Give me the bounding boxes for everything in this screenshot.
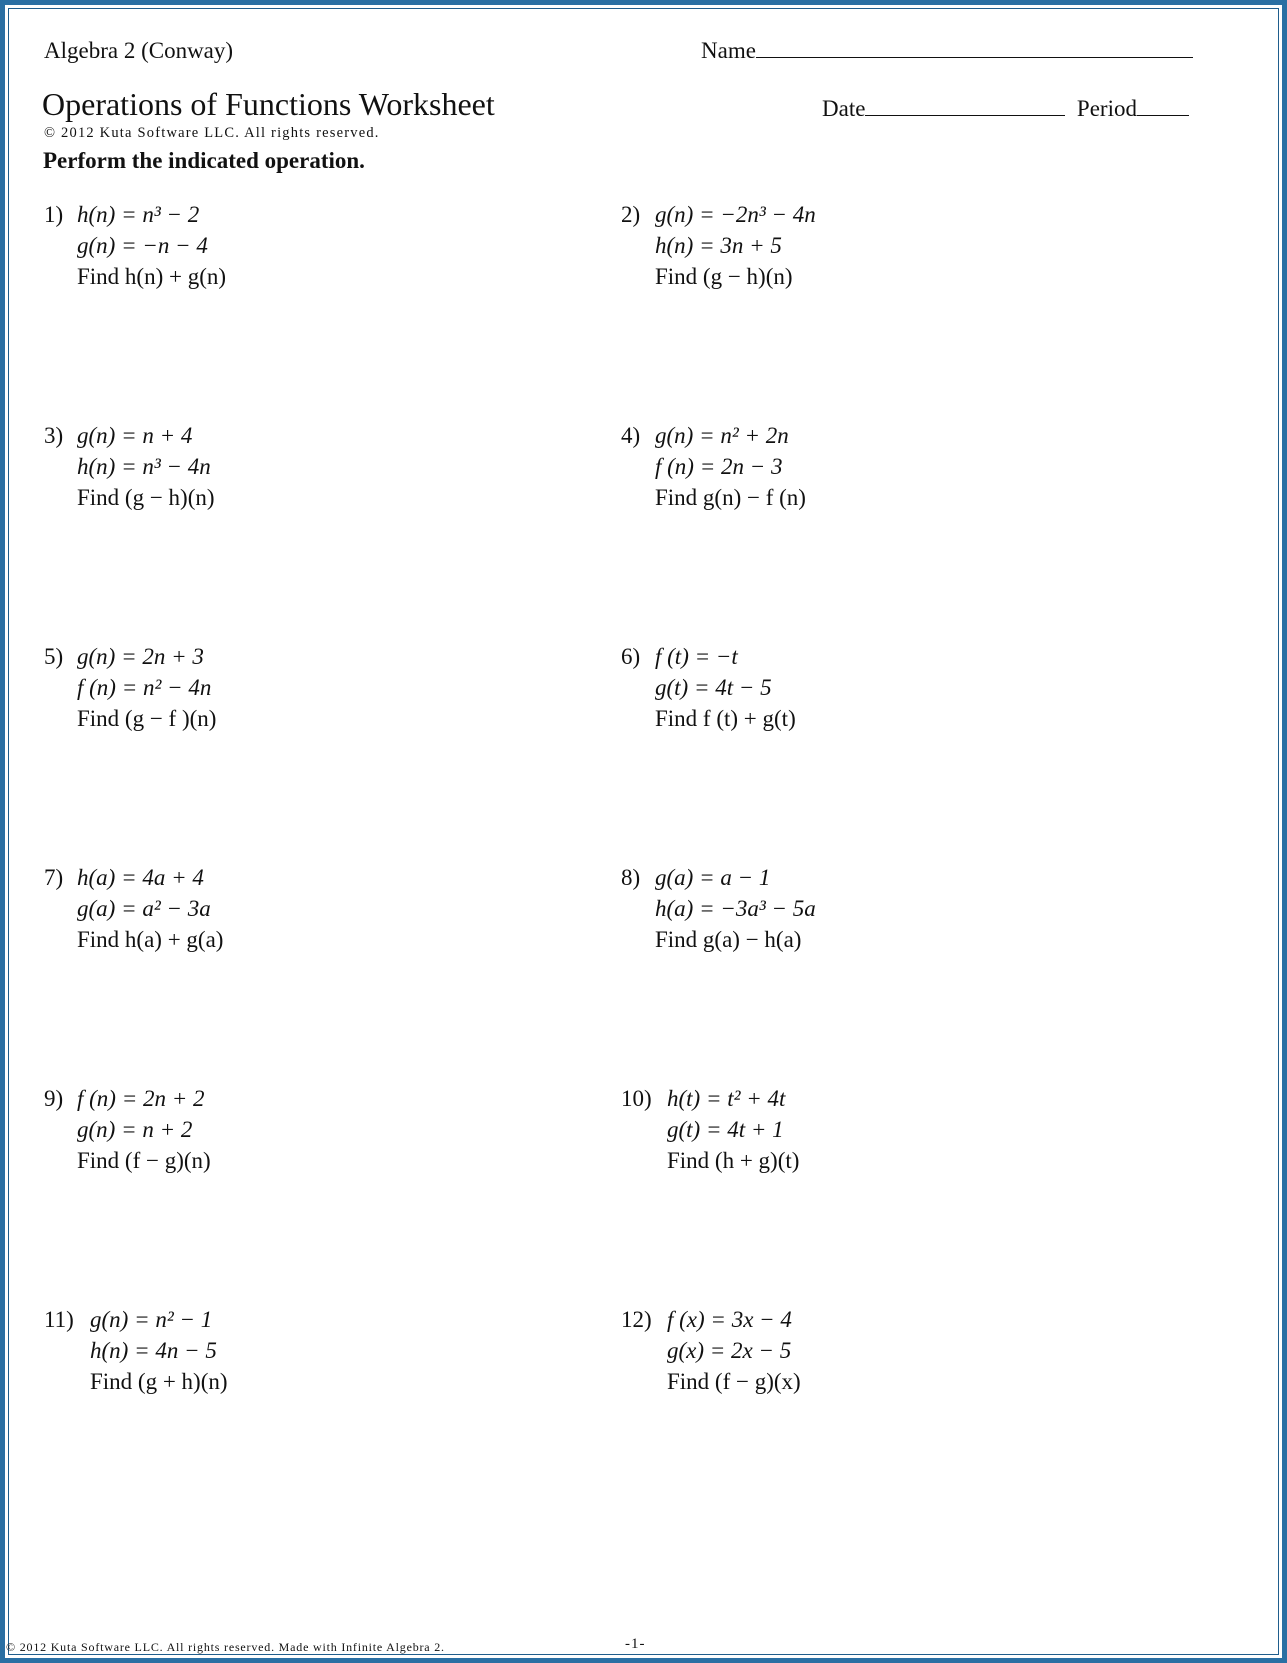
problem-number: 7) bbox=[44, 865, 64, 890]
problem-number: 8) bbox=[621, 865, 641, 890]
function-line: g(t) = 4t − 5 bbox=[655, 675, 772, 700]
find-line: Find (g + h)(n) bbox=[90, 1369, 228, 1394]
name-label: Name bbox=[701, 38, 756, 63]
function-line: h(t) = t² + 4t bbox=[667, 1086, 786, 1111]
find-line: Find (g − f )(n) bbox=[77, 706, 217, 731]
function-line: g(n) = −2n³ − 4n bbox=[655, 202, 816, 227]
problem-number: 6) bbox=[621, 644, 641, 669]
function-line: h(a) = 4a + 4 bbox=[77, 865, 204, 890]
function-line: h(n) = n³ − 4n bbox=[77, 454, 211, 479]
problem-number: 10) bbox=[621, 1086, 652, 1111]
function-line: f (t) = −t bbox=[655, 644, 738, 669]
find-line: Find (g − h)(n) bbox=[77, 485, 215, 510]
date-period-field bbox=[822, 96, 1189, 122]
problem-number: 1) bbox=[44, 202, 64, 227]
function-line: g(n) = 2n + 3 bbox=[77, 644, 204, 669]
instructions: Perform the indicated operation. bbox=[43, 148, 365, 173]
find-line: Find (f − g)(x) bbox=[667, 1369, 801, 1394]
find-line: Find g(n) − f (n) bbox=[655, 485, 806, 510]
problem-number: 2) bbox=[621, 202, 641, 227]
problem-number: 5) bbox=[44, 644, 64, 669]
period-blank bbox=[1137, 114, 1189, 116]
footer-copyright: © 2012 Kuta Software LLC. All rights reserved. Made with Infinite Algebra 2. bbox=[6, 1640, 445, 1654]
function-line: f (n) = 2n − 3 bbox=[655, 454, 783, 479]
function-line: f (x) = 3x − 4 bbox=[667, 1307, 792, 1332]
function-line: g(n) = n² − 1 bbox=[90, 1307, 213, 1332]
function-line: g(a) = a² − 3a bbox=[77, 896, 211, 921]
function-line: f (n) = 2n + 2 bbox=[77, 1086, 205, 1111]
function-line: g(n) = n² + 2n bbox=[655, 423, 789, 448]
problem-number: 11) bbox=[44, 1307, 74, 1332]
page-number: -1- bbox=[625, 1636, 646, 1652]
date-label: Date bbox=[822, 96, 866, 121]
problem-number: 4) bbox=[621, 423, 641, 448]
find-line: Find h(a) + g(a) bbox=[77, 927, 224, 952]
find-line: Find (g − h)(n) bbox=[655, 264, 793, 289]
function-line: g(a) = a − 1 bbox=[655, 865, 771, 890]
name-field bbox=[701, 38, 1193, 64]
function-line: f (n) = n² − 4n bbox=[77, 675, 212, 700]
copyright-line: © 2012 Kuta Software LLC. All rights reserved. bbox=[44, 125, 380, 141]
function-line: g(n) = n + 4 bbox=[77, 423, 193, 448]
function-line: g(x) = 2x − 5 bbox=[667, 1338, 792, 1363]
name-blank bbox=[756, 56, 1193, 58]
problem-number: 9) bbox=[44, 1086, 64, 1111]
find-line: Find g(a) − h(a) bbox=[655, 927, 802, 952]
find-line: Find (f − g)(n) bbox=[77, 1148, 211, 1173]
period-label: Period bbox=[1076, 96, 1137, 121]
function-line: h(n) = n³ − 2 bbox=[77, 202, 200, 227]
function-line: h(n) = 3n + 5 bbox=[655, 233, 782, 258]
function-line: h(n) = 4n − 5 bbox=[90, 1338, 217, 1363]
problem-number: 12) bbox=[621, 1307, 652, 1332]
function-line: g(n) = −n − 4 bbox=[77, 233, 208, 258]
find-line: Find h(n) + g(n) bbox=[77, 264, 227, 289]
function-line: g(n) = n + 2 bbox=[77, 1117, 193, 1142]
course-label: Algebra 2 (Conway) bbox=[44, 38, 234, 63]
function-line: g(t) = 4t + 1 bbox=[667, 1117, 784, 1142]
function-line: h(a) = −3a³ − 5a bbox=[655, 896, 816, 921]
date-blank bbox=[865, 114, 1065, 116]
problem-number: 3) bbox=[44, 423, 64, 448]
find-line: Find f (t) + g(t) bbox=[655, 706, 796, 731]
worksheet-title: Operations of Functions Worksheet bbox=[42, 86, 495, 122]
find-line: Find (h + g)(t) bbox=[667, 1148, 800, 1173]
